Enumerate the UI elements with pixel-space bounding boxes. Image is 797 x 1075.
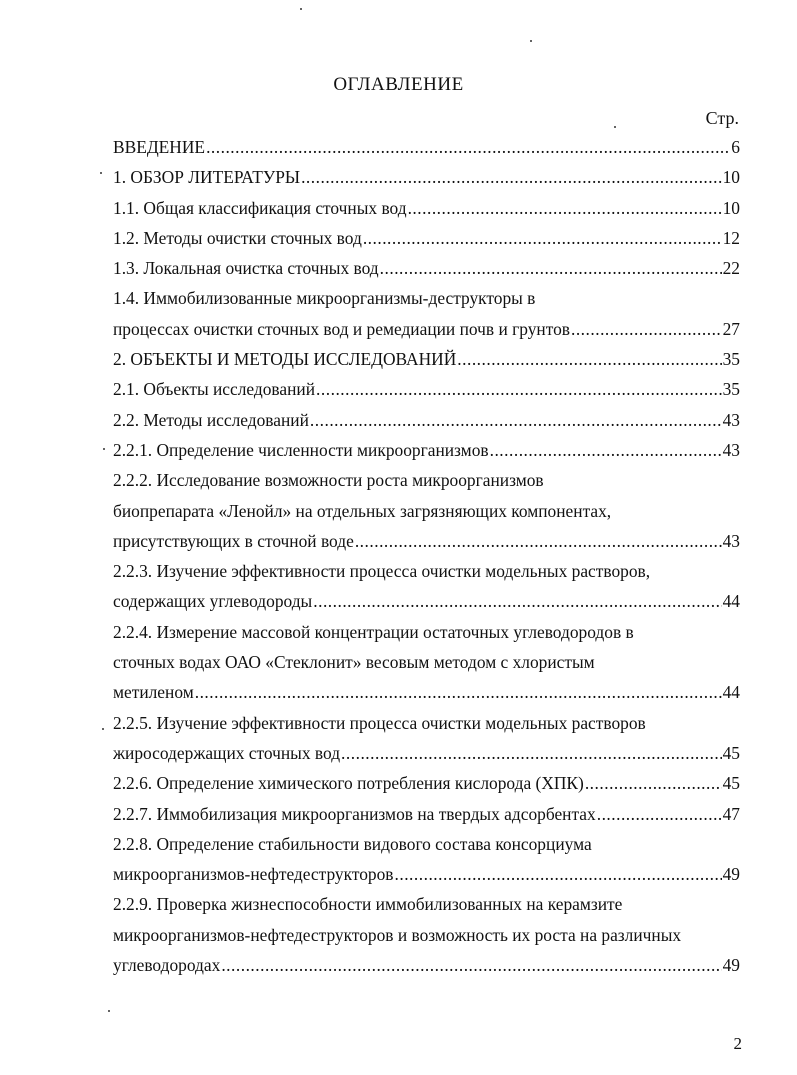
toc-entry-text: 2. ОБЪЕКТЫ И МЕТОДЫ ИССЛЕДОВАНИЙ	[113, 349, 457, 370]
toc-entry	[113, 889, 740, 919]
toc-entry-text: процессах очистки сточных вод и ремедиации почв и грунтов	[113, 318, 570, 339]
toc-entry-page: 43	[722, 439, 740, 460]
scan-speck	[108, 1010, 110, 1012]
toc-dot-leader	[408, 193, 722, 223]
toc-entry-text: жиросодержащих сточных вод	[113, 742, 341, 763]
toc-entry	[113, 526, 740, 556]
scan-speck	[102, 728, 104, 730]
toc-dot-leader	[316, 374, 722, 404]
toc-entry-text: 1.2. Методы очистки сточных вод	[113, 227, 362, 248]
page-column-header: Стр.	[705, 108, 739, 128]
toc-dot-leader	[310, 405, 722, 435]
toc-entry	[113, 374, 740, 404]
toc-entry-text: микроорганизмов-нефтедеструкторов	[113, 864, 394, 885]
toc-entry-text: биопрепарата «Ленойл» на отдельных загрязняющих компонентах,	[113, 500, 612, 521]
scan-speck	[614, 126, 616, 128]
toc-dot-leader	[313, 586, 721, 616]
toc-entry-text: ВВЕДЕНИЕ	[113, 137, 206, 157]
toc-entry-text: присутствующих в сточной воде	[113, 530, 354, 551]
toc-entry	[113, 617, 740, 647]
toc-entry-page: 43	[722, 409, 740, 430]
toc-entry-text: содержащих углеводороды	[113, 591, 313, 612]
toc-dot-leader	[363, 223, 722, 253]
toc-entry-text: 2.2.1. Определение численности микроорганизмов	[113, 439, 489, 460]
toc-dot-leader	[571, 314, 722, 344]
scan-speck	[300, 8, 302, 10]
toc-entry	[113, 435, 740, 465]
toc-entry-text: 2.1. Объекты исследований	[113, 379, 316, 400]
toc-entry	[113, 920, 740, 950]
toc-entry	[113, 556, 740, 586]
toc-entry	[113, 586, 740, 616]
toc-entry	[113, 193, 740, 223]
toc-entry-text: 1.1. Общая классификация сточных вод	[113, 197, 407, 218]
toc-entry	[113, 162, 740, 192]
scan-speck	[100, 172, 102, 174]
table-of-contents	[113, 132, 740, 980]
toc-entry	[113, 708, 740, 738]
toc-entry-text: 2.2.9. Проверка жизнеспособности иммобилизованных на керамзите	[113, 894, 623, 915]
toc-entry-text: 2.2.5. Изучение эффективности процесса очистки модельных растворов	[113, 712, 646, 733]
toc-dot-leader	[457, 344, 721, 374]
toc-entry-page: 49	[722, 864, 740, 885]
page-title: ОГЛАВЛЕНИЕ	[333, 74, 464, 95]
toc-entry-page: 44	[722, 591, 740, 612]
toc-entry-text: сточных водах ОАО «Стеклонит» весовым методом с хлористым	[113, 652, 595, 673]
toc-dot-leader	[221, 950, 721, 980]
toc-entry	[113, 132, 740, 162]
toc-entry	[113, 405, 740, 435]
toc-dot-leader	[206, 132, 730, 162]
toc-entry-page: 49	[722, 955, 740, 976]
toc-entry-text: 1. ОБЗОР ЛИТЕРАТУРЫ	[113, 167, 301, 188]
toc-entry-page: 35	[722, 349, 740, 370]
toc-entry-text: 2.2.2. Исследование возможности роста микроорганизмов	[113, 470, 544, 491]
toc-entry-page: 45	[722, 773, 740, 794]
toc-entry	[113, 253, 740, 283]
toc-entry-text: 1.3. Локальная очистка сточных вод	[113, 258, 379, 279]
toc-entry-text: 2.2.3. Изучение эффективности процесса очистки модельных растворов,	[113, 561, 651, 582]
toc-entry	[113, 344, 740, 374]
toc-entry	[113, 283, 740, 313]
toc-entry	[113, 768, 740, 798]
toc-entry	[113, 950, 740, 980]
toc-entry	[113, 223, 740, 253]
toc-entry	[113, 647, 740, 677]
toc-dot-leader	[301, 162, 722, 192]
toc-dot-leader	[380, 253, 722, 283]
toc-dot-leader	[490, 435, 722, 465]
toc-entry-page: 6	[731, 137, 740, 157]
toc-entry-text: 1.4. Иммобилизованные микроорганизмы-деструкторы в	[113, 288, 536, 309]
toc-entry	[113, 496, 740, 526]
toc-entry-text: 2.2.4. Измерение массовой концентрации остаточных углеводородов в	[113, 621, 634, 642]
toc-entry	[113, 799, 740, 829]
toc-dot-leader	[355, 526, 722, 556]
toc-dot-leader	[195, 677, 722, 707]
toc-entry	[113, 829, 740, 859]
toc-entry-page: 12	[722, 227, 740, 248]
toc-entry	[113, 314, 740, 344]
toc-entry-page: 27	[722, 318, 740, 339]
toc-entry-page: 10	[722, 197, 740, 218]
toc-entry-text: 2.2.8. Определение стабильности видового состава консорциума	[113, 833, 592, 854]
toc-entry-page: 44	[722, 682, 740, 703]
toc-entry-page: 22	[722, 258, 740, 279]
toc-entry	[113, 738, 740, 768]
toc-entry-text: 2.2.7. Иммобилизация микроорганизмов на твердых адсорбентах	[113, 803, 596, 824]
toc-entry-page: 47	[722, 803, 740, 824]
toc-entry	[113, 465, 740, 495]
toc-entry-page: 35	[722, 379, 740, 400]
toc-entry-page: 10	[722, 167, 740, 188]
toc-entry-text: углеводородах	[113, 955, 221, 976]
toc-entry-text: 2.2.6. Определение химического потребления кислорода (ХПК)	[113, 773, 584, 794]
scan-speck	[103, 448, 105, 450]
toc-dot-leader	[341, 738, 722, 768]
toc-dot-leader	[597, 799, 722, 829]
toc-dot-leader	[585, 768, 722, 798]
toc-entry-page: 43	[722, 530, 740, 551]
scan-speck	[530, 40, 532, 42]
toc-entry-text: 2.2. Методы исследований	[113, 409, 309, 430]
toc-entry-page: 45	[722, 742, 740, 763]
toc-entry-text: микроорганизмов-нефтедеструкторов и возможность их роста на различных	[113, 924, 682, 945]
toc-dot-leader	[395, 859, 722, 889]
toc-entry	[113, 677, 740, 707]
toc-entry	[113, 859, 740, 889]
toc-entry-text: метиленом	[113, 682, 194, 703]
page-number: 2	[733, 1034, 742, 1053]
